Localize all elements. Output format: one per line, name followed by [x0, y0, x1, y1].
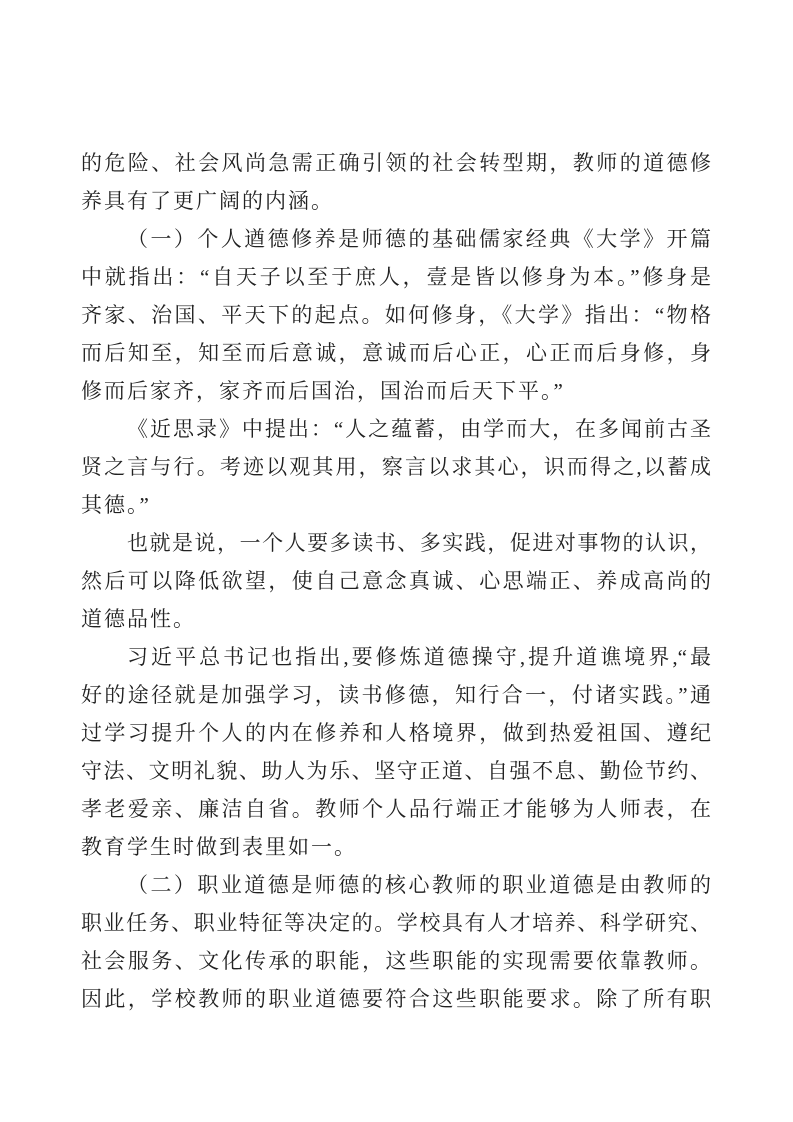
document-line: 修而后家齐，家齐而后国治，国治而后天下平。” [81, 379, 565, 403]
document-line: 因此，学校教师的职业道德要符合这些职能要求。除了所有职 [81, 987, 711, 1011]
document-line: 贤之言与行。考迹以观其用，察言以求其心，识而得之,以蓄成 [81, 455, 711, 479]
document-line: 然后可以降低欲望，使自己意念真诚、心思端正、养成高尚的 [81, 569, 711, 593]
document-line: 职业任务、职业特征等决定的。学校具有人才培养、科学研究、 [81, 911, 711, 935]
document-line: 好的途径就是加强学习，读书修德，知行合一，付诸实践。”通 [81, 683, 711, 707]
document-line: 齐家、治国、平天下的起点。如何修身，《大学》指出：“物格 [81, 303, 711, 327]
document-line: 道德品性。 [81, 607, 196, 631]
document-line: 孝老爱亲、廉洁自省。教师个人品行端正才能够为人师表，在 [81, 797, 711, 821]
document-line: 中就指出：“自天子以至于庶人，壹是皆以修身为本。”修身是 [81, 265, 711, 289]
document-line: （一）个人遒德修养是师德的基础儒家经典《大学》开篇 [127, 227, 711, 251]
document-line: （二）职业道德是师德的核心教师的职业道德是由教师的 [127, 873, 711, 897]
document-line: 而后知至，知至而后意诚，意诚而后心正，心正而后身修，身 [81, 341, 711, 365]
document-line: 过学习提升个人的内在修养和人格境界，做到热爱祖国、遵纪 [81, 721, 711, 745]
document-line: 的危险、社会风尚急需正确引领的社会转型期，教师的道德修 [81, 151, 711, 175]
document-line: 养具有了更广阔的内涵。 [81, 189, 334, 213]
document-line: 社会服务、文化传承的职能，这些职能的实现需要依靠教师。 [81, 949, 711, 973]
document-text-block [81, 144, 711, 1018]
document-line: 也就是说，一个人要多读书、多实践，促进对事物的认识， [127, 531, 711, 555]
document-line: 《近思录》中提出：“人之蕴蓄，由学而大，在多闻前古圣 [127, 417, 711, 441]
document-line: 教育学生时做到表里如一。 [81, 835, 357, 859]
document-line: 守法、文明礼貌、助人为乐、坚守正道、自强不息、勤俭节约、 [81, 759, 711, 783]
document-line: 其德。” [81, 493, 151, 517]
document-line: 习近平总书记也指出,要修炼道德操守,提升道谯境界,“最 [127, 645, 711, 669]
